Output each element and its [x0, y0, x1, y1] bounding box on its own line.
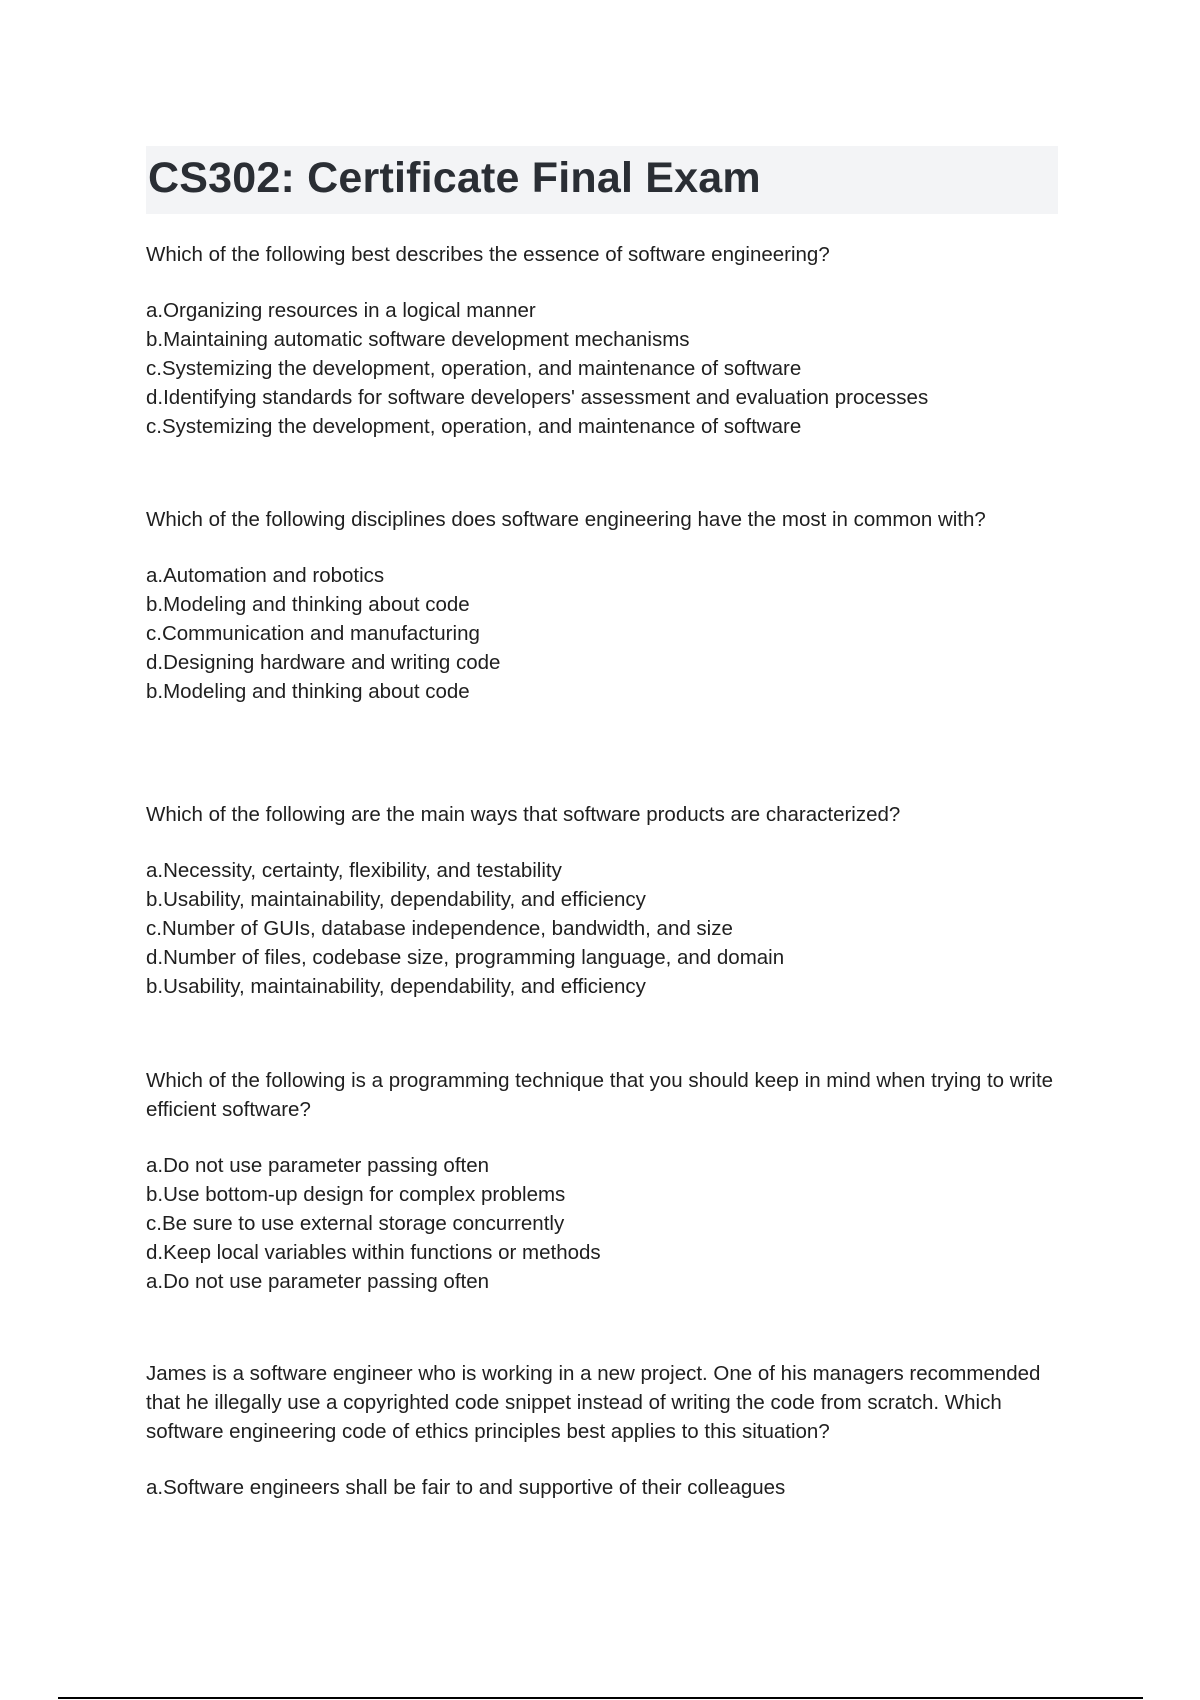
question-block [146, 800, 900, 1001]
question-text: Which of the following best describes the essence of software engineering? [146, 243, 830, 266]
option-item: a.Do not use parameter passing often [146, 1154, 490, 1177]
option-list [146, 561, 986, 706]
question-text: Which of the following are the main ways that software products are characterized? [146, 803, 901, 826]
option-item: c.Be sure to use external storage concurrently [146, 1212, 565, 1235]
option-list [146, 1473, 1066, 1502]
question-block [146, 1359, 1066, 1502]
answer-line: c.Systemizing the development, operation, and maintenance of software [146, 415, 802, 438]
option-item: d.Keep local variables within functions or methods [146, 1241, 601, 1264]
option-item: d.Number of files, codebase size, programming language, and domain [146, 946, 785, 969]
option-list [146, 856, 900, 1001]
answer-line: b.Modeling and thinking about code [146, 680, 470, 703]
option-item: c.Communication and manufacturing [146, 622, 480, 645]
question-block [146, 240, 928, 441]
option-list [146, 296, 928, 441]
title-banner [146, 146, 1058, 214]
option-item: a.Necessity, certainty, flexibility, and testability [146, 859, 562, 882]
option-item: c.Number of GUIs, database independence, bandwidth, and size [146, 917, 733, 940]
question-text: James is a software engineer who is working in a new project. One of his managers recommended that he illegally use a copyrighted code snippet instead of writing the code from scratch. Which software engineering code of ethics principles best applies to this situation? [146, 1362, 1041, 1443]
option-item: a.Software engineers shall be fair to and supportive of their colleagues [146, 1476, 786, 1499]
option-item: a.Automation and robotics [146, 564, 385, 587]
page-title: CS302: Certificate Final Exam [148, 154, 761, 202]
option-item: c.Systemizing the development, operation, and maintenance of software [146, 357, 802, 380]
option-list [146, 1151, 1066, 1296]
option-item: b.Use bottom-up design for complex problems [146, 1183, 566, 1206]
option-item: b.Maintaining automatic software development mechanisms [146, 328, 690, 351]
option-item: b.Usability, maintainability, dependability, and efficiency [146, 888, 646, 911]
question-text: Which of the following is a programming technique that you should keep in mind when trying to write efficient software? [146, 1069, 1054, 1121]
question-text: Which of the following disciplines does software engineering have the most in common with? [146, 508, 986, 531]
option-item: b.Modeling and thinking about code [146, 593, 470, 616]
answer-line: a.Do not use parameter passing often [146, 1270, 490, 1293]
option-item: d.Identifying standards for software developers' assessment and evaluation processes [146, 386, 929, 409]
question-block [146, 1066, 1066, 1296]
option-item: a.Organizing resources in a logical manner [146, 299, 536, 322]
option-item: d.Designing hardware and writing code [146, 651, 501, 674]
page-bottom-rule [58, 1697, 1143, 1699]
answer-line: b.Usability, maintainability, dependability, and efficiency [146, 975, 646, 998]
question-block [146, 505, 986, 706]
